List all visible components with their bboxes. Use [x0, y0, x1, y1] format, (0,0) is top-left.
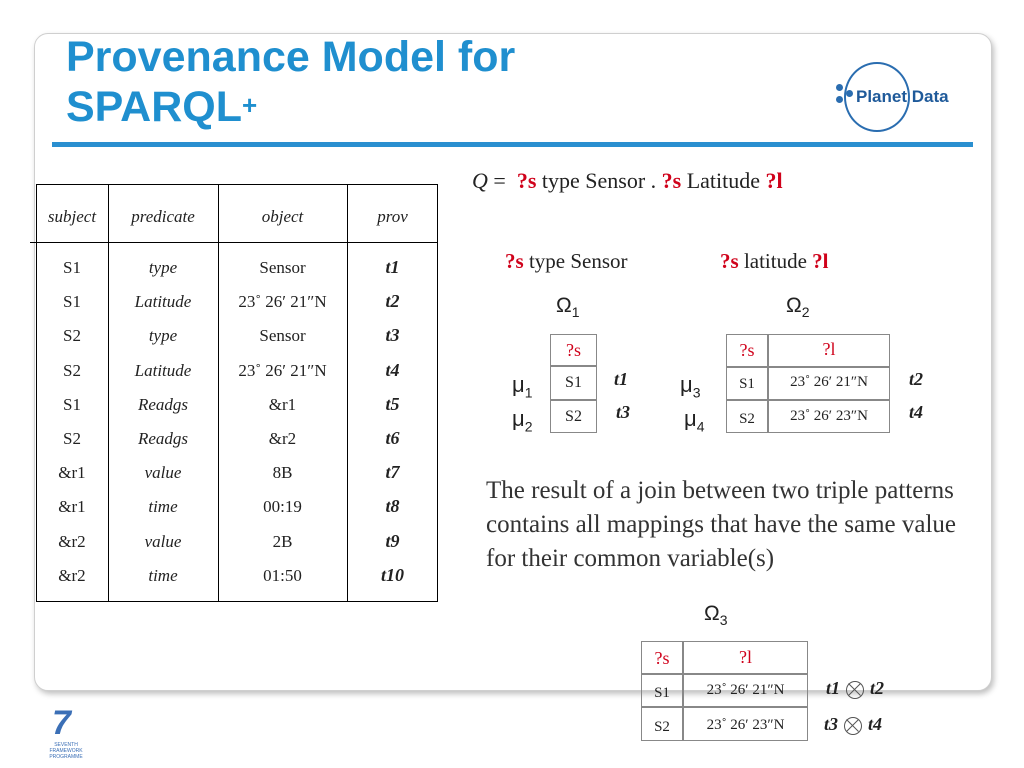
logo-text: Planet Data	[856, 87, 949, 106]
table-cell: time	[148, 565, 178, 585]
omega-3-cell: S2	[641, 707, 683, 741]
pattern-2-label	[720, 249, 829, 274]
prov-label: t3	[616, 402, 631, 422]
table-cell: 00:19	[263, 497, 302, 517]
table-cell: S1	[63, 394, 81, 414]
omega-3-header-l: ?l	[683, 641, 808, 674]
query-text-2: Latitude	[686, 168, 761, 193]
table-cell: t8	[385, 496, 400, 517]
omega-2-cell: 23˚ 26′ 21″N	[768, 367, 890, 400]
table-cell: Latitude	[134, 292, 192, 312]
table-header-divider	[30, 242, 438, 243]
logo-dot-icon	[836, 84, 843, 91]
table-cell: t2	[385, 291, 400, 312]
table-cell: time	[148, 497, 178, 517]
omega-3-cell: S1	[641, 674, 683, 707]
otimes-icon	[846, 681, 864, 699]
omega-1-header: ?s	[550, 334, 597, 366]
table-cell: t4	[385, 359, 400, 380]
table-cell: 23˚ 26′ 21″N	[238, 292, 327, 312]
table-cell: t1	[385, 257, 400, 277]
join-expression: t1 t2	[826, 678, 885, 698]
fp7-caption: SEVENTH FRAMEWORK PROGRAMME	[49, 742, 83, 760]
title-superscript: +	[242, 90, 258, 120]
table-cell: 01:50	[263, 565, 302, 585]
table-cell: S2	[63, 429, 81, 448]
query-text-1: type Sensor .	[541, 168, 657, 193]
pattern-2-text: latitude	[743, 249, 807, 273]
table-cell: t6	[385, 428, 400, 448]
omega-3-cell: 23˚ 26′ 23″N	[683, 707, 808, 741]
pattern-1-var: ?s	[505, 249, 524, 273]
table-cell: Sensor	[259, 258, 306, 277]
title-rule	[52, 142, 973, 147]
query-var-l: ?l	[765, 168, 783, 193]
table-cell: t10	[380, 564, 404, 585]
column-header: predicate	[131, 207, 195, 226]
prov-label: t2	[909, 369, 924, 389]
prov-label: t1	[614, 369, 629, 389]
join-expression: t3 t4	[824, 714, 883, 734]
table-cell: S2	[63, 360, 81, 380]
table-cell: t5	[385, 393, 400, 414]
title-line-2: SPARQL	[66, 83, 242, 131]
otimes-icon	[844, 717, 862, 735]
title-line-1: Provenance Model for	[66, 33, 516, 81]
slide-title	[66, 32, 515, 132]
pattern-2-var-2: ?l	[812, 249, 829, 273]
table-cell: Sensor	[259, 326, 306, 346]
pattern-2-var: ?s	[720, 249, 739, 273]
omega-2: $\Omega_2$	[786, 294, 810, 321]
omega-2-header-l: ?l	[768, 334, 890, 367]
table-cell: t3	[385, 325, 400, 346]
omega-1-cell: S1	[550, 366, 597, 400]
query-var-s2: ?s	[661, 168, 682, 193]
table-cell: &r2	[58, 531, 86, 551]
pattern-1-text: type Sensor	[528, 249, 628, 273]
table-cell: Latitude	[134, 360, 192, 380]
table-cell: S1	[63, 292, 81, 312]
table-cell: S2	[63, 326, 81, 346]
column-header: object	[261, 207, 304, 226]
table-cell: &r1	[58, 463, 86, 483]
table-cell: Readgs	[137, 394, 189, 414]
omega-1: $\Omega_1$	[556, 294, 580, 321]
logo-dot-icon	[836, 96, 843, 103]
pattern-1-label	[505, 249, 628, 274]
omega-2-cell: 23˚ 26′ 23″N	[768, 400, 890, 433]
table-cell: 23˚ 26′ 21″N	[238, 360, 327, 380]
omega-1-cell: S2	[550, 400, 597, 433]
column-header: subject	[47, 207, 97, 226]
table-cell: &r2	[268, 429, 297, 448]
mu-2: $\mu_2$	[512, 406, 533, 435]
table-cell: t9	[385, 530, 400, 551]
query-var-s: ?s	[516, 168, 537, 193]
query-line	[472, 168, 783, 194]
table-cell: &r1	[268, 394, 297, 414]
table-cell: &r1	[58, 497, 86, 517]
omega-3-cell: 23˚ 26′ 21″N	[683, 674, 808, 707]
explanation-text: The result of a join between two triple patterns contains all mappings that have the same value for their common variable(s)	[486, 477, 956, 572]
fp7-seven-icon: 7	[52, 704, 71, 742]
table-cell: t7	[385, 462, 400, 483]
planetdata-logo	[832, 62, 982, 132]
query-q: Q	[472, 168, 488, 193]
omega-2-cell: S1	[726, 367, 768, 400]
fp7-logo	[40, 704, 90, 760]
mu-3: $\mu_3$	[680, 372, 701, 401]
table-cell: type	[148, 326, 178, 346]
mu-4: $\mu_4$	[684, 406, 705, 435]
table-cell: 2B	[272, 531, 293, 551]
table-cell: value	[144, 463, 182, 483]
column-header: prov	[377, 207, 408, 226]
logo-dot-icon	[846, 90, 853, 97]
table-cell: type	[148, 258, 178, 277]
mu-1: $\mu_1$	[512, 372, 533, 401]
query-eq: =	[493, 168, 506, 193]
table-cell: value	[144, 531, 182, 551]
table-cell: Readgs	[137, 429, 189, 448]
omega-3-header-s: ?s	[641, 641, 683, 674]
table-cell: &r2	[58, 565, 86, 585]
omega-3: $\Omega_3$	[704, 602, 728, 629]
omega-2-cell: S2	[726, 400, 768, 433]
prov-label: t4	[909, 402, 924, 422]
table-cell: S1	[63, 258, 81, 277]
table-cell: 8B	[272, 463, 293, 483]
omega-2-header-s: ?s	[726, 334, 768, 367]
